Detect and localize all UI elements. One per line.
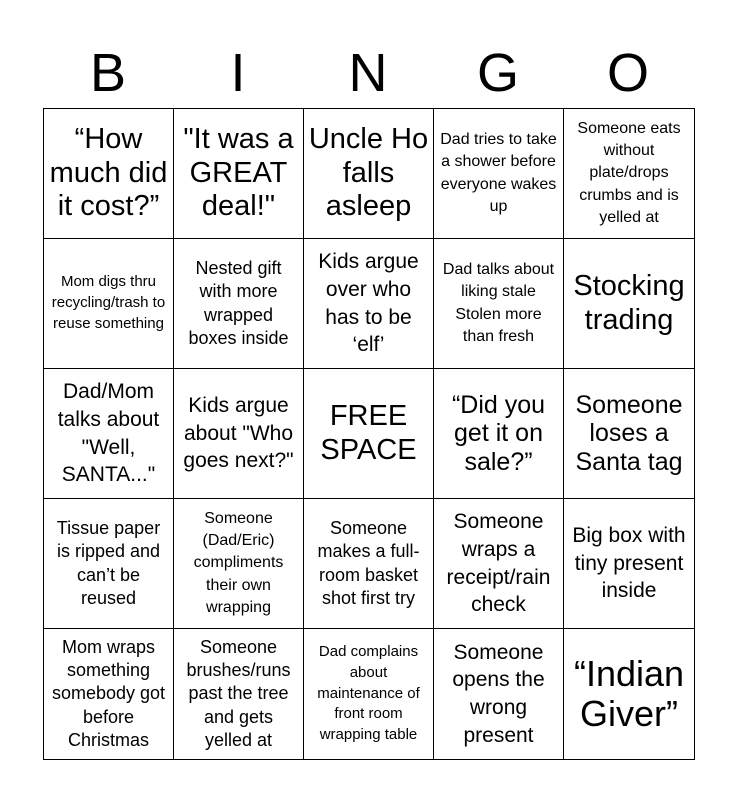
bingo-cell-text: Someone makes a full-room basket shot first try <box>317 518 420 608</box>
free-space-cell[interactable] <box>304 369 434 499</box>
bingo-cell-text: Dad complains about maintenance of front room wrapping table <box>317 643 420 744</box>
bingo-board <box>43 108 695 760</box>
bingo-cell[interactable] <box>174 499 304 629</box>
bingo-cell-text: "It was a GREAT deal!" <box>183 122 294 223</box>
bingo-cell-text: “Did you get it on sale?” <box>451 391 546 476</box>
bingo-cell[interactable] <box>564 369 694 499</box>
bingo-cell-text: “How much did it cost?” <box>49 122 168 223</box>
bingo-cell[interactable] <box>44 239 174 369</box>
bingo-cell-text: Someone (Dad/Eric) compliments their own wrapping <box>193 509 284 617</box>
bingo-cell[interactable] <box>304 239 434 369</box>
bingo-cell-text: Someone eats without plate/drops crumbs and is yelled at <box>577 119 681 227</box>
header-letter-b: B <box>89 43 127 103</box>
header-letter-i: I <box>230 43 246 103</box>
bingo-cell[interactable] <box>174 239 304 369</box>
bingo-cell[interactable] <box>564 629 694 759</box>
bingo-cell-text: Big box with tiny present inside <box>572 523 686 603</box>
bingo-cell[interactable] <box>564 239 694 369</box>
free-space-text: FREE SPACE <box>320 399 417 466</box>
bingo-cell[interactable] <box>44 109 174 239</box>
bingo-cell-text: Dad talks about liking stale Stolen more than fresh <box>442 260 555 345</box>
bingo-cell-text: Dad/Mom talks about "Well, SANTA..." <box>57 380 160 487</box>
bingo-cell[interactable] <box>304 499 434 629</box>
bingo-cell[interactable] <box>44 629 174 759</box>
header-letter-g: G <box>476 43 519 103</box>
bingo-cell-text: Nested gift with more wrapped boxes inside <box>188 258 289 348</box>
bingo-cell[interactable] <box>434 499 564 629</box>
bingo-cell[interactable] <box>174 369 304 499</box>
bingo-cell-text: “Indian Giver” <box>573 652 685 734</box>
bingo-cell[interactable] <box>174 629 304 759</box>
bingo-cell[interactable] <box>304 629 434 759</box>
bingo-cell[interactable] <box>174 109 304 239</box>
bingo-cell-text: Someone brushes/runs past the tree and gets yelled at <box>186 637 291 750</box>
bingo-cell[interactable] <box>434 369 564 499</box>
header-letter-n: N <box>348 43 388 103</box>
bingo-cell-text: Kids argue about "Who goes next?" <box>183 393 294 473</box>
bingo-cell[interactable] <box>434 239 564 369</box>
bingo-cell[interactable] <box>434 629 564 759</box>
bingo-cell[interactable] <box>434 109 564 239</box>
bingo-cell-text: Someone wraps a receipt/rain check <box>446 510 551 617</box>
bingo-cell-text: Kids argue over who has to be ‘elf’ <box>318 250 419 357</box>
bingo-cell[interactable] <box>564 109 694 239</box>
bingo-cell[interactable] <box>44 499 174 629</box>
bingo-cell-text: Uncle Ho falls asleep <box>308 122 429 223</box>
bingo-cell-text: Mom wraps something somebody got before Christmas <box>51 637 166 750</box>
bingo-cell-text: Tissue paper is ripped and can’t be reused <box>56 518 161 608</box>
header-letter-o: O <box>606 43 649 103</box>
bingo-header <box>43 40 693 106</box>
bingo-cell[interactable] <box>44 369 174 499</box>
bingo-cell-text: Someone opens the wrong present <box>452 640 545 747</box>
bingo-cell-text: Dad tries to take a shower before everyone wakes up <box>440 130 557 215</box>
bingo-cell-text: Someone loses a Santa tag <box>575 391 683 476</box>
bingo-cell[interactable] <box>304 109 434 239</box>
bingo-cell-text: Mom digs thru recycling/trash to reuse something <box>51 273 166 332</box>
bingo-cell[interactable] <box>564 499 694 629</box>
bingo-cell-text: Stocking trading <box>573 269 685 336</box>
